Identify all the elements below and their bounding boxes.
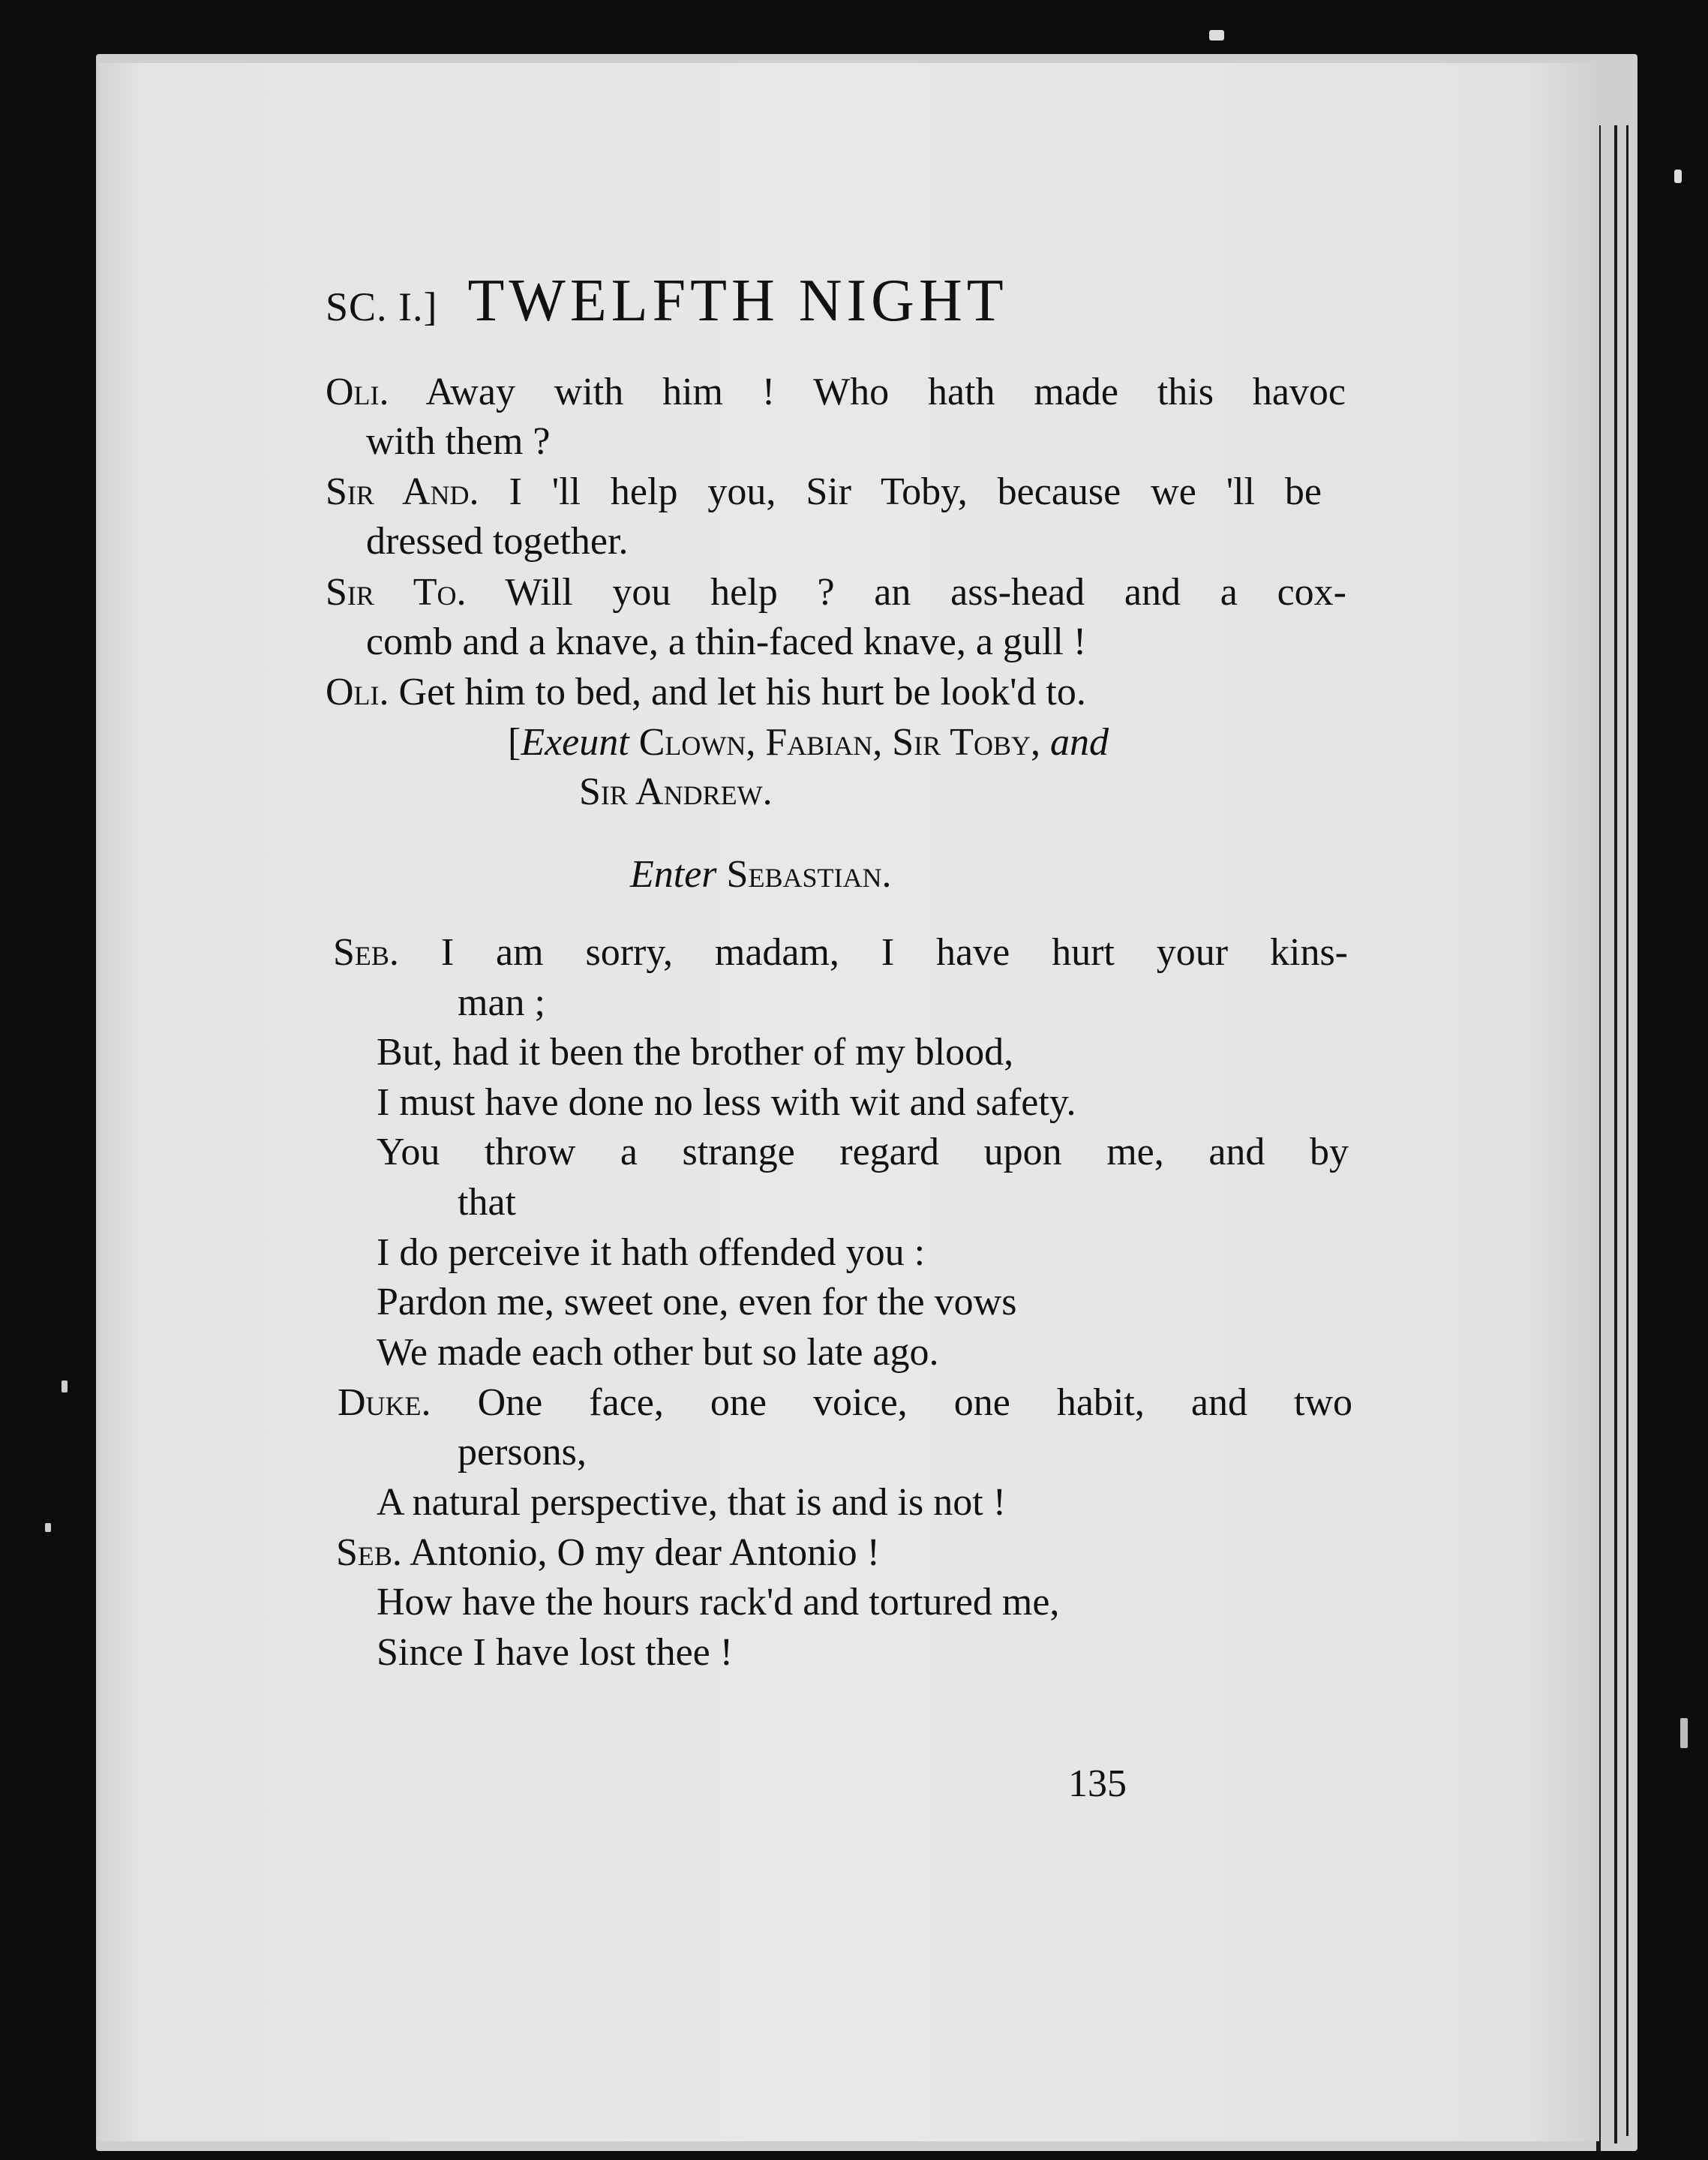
scan-speck [1674,170,1682,183]
speech-text: with them ? [366,420,551,463]
speech-line [366,422,551,461]
page-edge-line [1614,125,1617,2143]
book-page [99,63,1599,2141]
speech-text: One face, one voice, one habit, and two [477,1381,1353,1424]
speech-text: that [458,1181,516,1224]
scan-speck [1680,1718,1688,1748]
page-edge-line [1626,125,1628,2136]
speech-line [458,981,545,1024]
speech-line [326,673,1086,712]
scan-speck [1209,30,1224,41]
speech-text: I am sorry, madam, I have hurt your kins- [440,931,1348,974]
stage-direction-centered [630,855,891,894]
speech-text: I must have done no less with wit and safety. [377,1081,1076,1124]
speech-text: persons, [458,1431,587,1474]
scene-label: SC. I.] [326,284,438,329]
direction-names: Sebastian. [726,853,892,896]
speech-line [458,1433,587,1472]
speech-line [377,1283,1016,1322]
direction-names: Clown, Fabian, Sir Toby, [638,721,1041,764]
speech-line [366,522,628,561]
speech-line [333,933,1348,972]
speech-line [377,1133,1349,1172]
speaker-name: Seb. [336,1531,402,1574]
speech-line [336,1531,880,1574]
stage-direction [508,723,1109,762]
speech-text: man ; [458,981,545,1024]
speech-text: How have the hours rack'd and tortured me, [377,1581,1060,1624]
speech-text: Get him to bed, and let his hurt be look'd to. [398,671,1086,713]
speaker-name: Sir And. [326,470,479,513]
speech-text: But, had it been the brother of my blood, [377,1031,1014,1074]
speech-text: Antonio, O my dear Antonio ! [410,1531,880,1574]
speech-text: I 'll help you, Sir Toby, because we 'll be [509,470,1322,513]
speech-line [377,1083,1076,1122]
speech-text: comb and a knave, a thin-faced knave, a gull ! [366,620,1087,663]
speaker-name: Duke. [338,1381,431,1424]
speech-line [458,1183,516,1222]
speech-line [377,1233,925,1272]
page-number: 135 [1068,1762,1127,1805]
direction-names: Sir Andrew. [579,771,773,813]
scan-speck [62,1380,68,1392]
speaker-name: Seb. [333,931,399,974]
scan-speck [45,1523,51,1532]
speech-line [338,1383,1352,1422]
speaker-name: Oli. [326,371,389,413]
speech-line [326,373,1346,412]
speech-line [326,573,1346,612]
speech-text: Away with him ! Who hath made this havoc [425,371,1346,413]
speech-text: A natural perspective, that is and is not ! [377,1481,1007,1524]
bracket-open: [ [508,721,521,764]
speech-text: Will you help ? an ass-head and a cox- [505,571,1346,614]
running-header [326,267,1008,335]
speech-line [366,620,1087,663]
speech-text: We made each other but so late ago. [377,1331,939,1374]
speech-text: I do perceive it hath offended you : [377,1231,926,1274]
direction-verb: Enter [630,853,717,896]
speech-text: dressed together. [366,520,629,563]
speech-line [377,1583,1059,1622]
page-title: TWELFTH NIGHT [467,268,1008,334]
speech-line [377,1633,733,1672]
speech-line [326,470,1322,513]
speech-line [377,1483,1006,1522]
speech-text: Pardon me, sweet one, even for the vows [377,1281,1017,1323]
speaker-name: Sir To. [326,571,467,614]
direction-conjunction: and [1050,721,1109,764]
direction-verb: Exeunt [521,721,629,764]
speech-text: You throw a strange regard upon me, and by [377,1131,1349,1173]
speech-line [377,1333,939,1372]
speech-line [377,1033,1013,1072]
speaker-name: Oli. [326,671,389,713]
speech-text: Since I have lost thee ! [377,1631,734,1674]
stage-direction [579,773,773,812]
